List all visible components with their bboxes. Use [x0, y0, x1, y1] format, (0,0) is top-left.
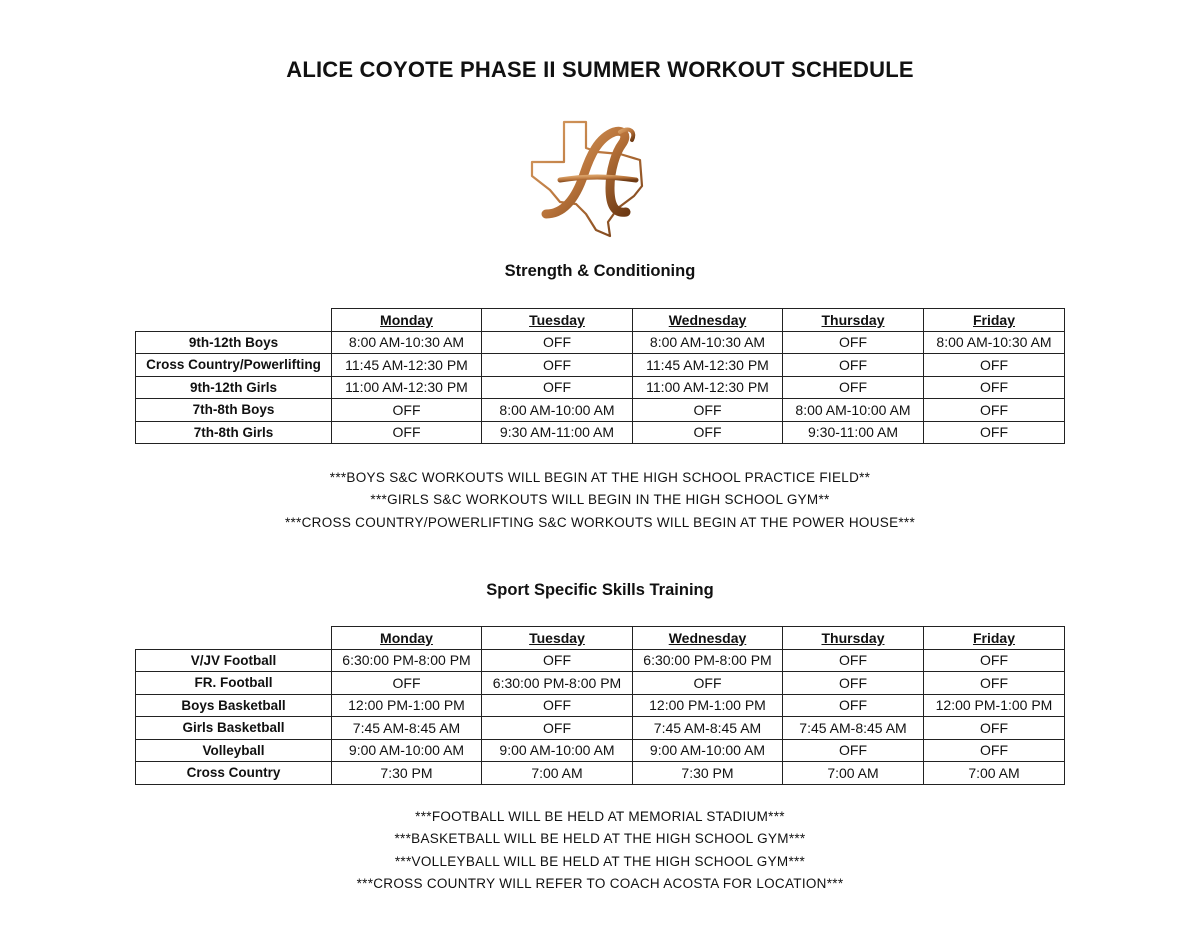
time-cell: OFF — [633, 421, 783, 444]
time-cell: OFF — [924, 354, 1065, 377]
row-label: 7th-8th Girls — [136, 421, 332, 444]
table-row — [136, 739, 1065, 762]
time-cell: 9:30 AM-11:00 AM — [482, 421, 633, 444]
table-row — [136, 762, 1065, 785]
strength-notes — [0, 467, 1200, 534]
time-cell: 9:00 AM-10:00 AM — [482, 739, 633, 762]
time-cell: 7:30 PM — [633, 762, 783, 785]
strength-table — [135, 308, 1065, 444]
row-label: 9th-12th Girls — [136, 376, 332, 399]
table-row — [136, 331, 1065, 354]
location-note: ***VOLLEYBALL WILL BE HELD AT THE HIGH SCHOOL GYM*** — [394, 853, 806, 869]
alice-a-texas-logo-icon — [524, 110, 660, 248]
row-label: 9th-12th Boys — [136, 331, 332, 354]
time-cell: 8:00 AM-10:30 AM — [633, 331, 783, 354]
time-cell: 8:00 AM-10:30 AM — [924, 331, 1065, 354]
time-cell: 9:00 AM-10:00 AM — [332, 739, 482, 762]
time-cell: 7:00 AM — [482, 762, 633, 785]
table-row — [136, 399, 1065, 422]
row-label: 7th-8th Boys — [136, 399, 332, 422]
table-row — [136, 672, 1065, 695]
row-label: Boys Basketball — [136, 694, 332, 717]
strength-heading: Strength & Conditioning — [504, 262, 696, 280]
time-cell: OFF — [783, 354, 924, 377]
table-row — [136, 694, 1065, 717]
time-cell: OFF — [482, 376, 633, 399]
time-cell: 6:30:00 PM-8:00 PM — [332, 649, 482, 672]
table-header-row — [136, 309, 1065, 332]
time-cell: 11:00 AM-12:30 PM — [332, 376, 482, 399]
location-note: ***GIRLS S&C WORKOUTS WILL BEGIN IN THE HIGH SCHOOL GYM** — [370, 492, 830, 508]
row-label: Volleyball — [136, 739, 332, 762]
time-cell: 7:45 AM-8:45 AM — [332, 717, 482, 740]
time-cell: 6:30:00 PM-8:00 PM — [633, 649, 783, 672]
row-label: FR. Football — [136, 672, 332, 695]
table-row — [136, 649, 1065, 672]
time-cell: OFF — [783, 331, 924, 354]
skills-notes — [0, 806, 1200, 895]
row-label: Cross Country — [136, 762, 332, 785]
time-cell: 11:45 AM-12:30 PM — [633, 354, 783, 377]
time-cell: 8:00 AM-10:00 AM — [482, 399, 633, 422]
time-cell: OFF — [924, 421, 1065, 444]
time-cell: 7:00 AM — [783, 762, 924, 785]
time-cell: 12:00 PM-1:00 PM — [332, 694, 482, 717]
time-cell: 7:00 AM — [924, 762, 1065, 785]
time-cell: OFF — [332, 672, 482, 695]
time-cell: 12:00 PM-1:00 PM — [924, 694, 1065, 717]
time-cell: OFF — [633, 672, 783, 695]
table-row — [136, 421, 1065, 444]
day-header: Wednesday — [633, 627, 783, 650]
time-cell: 8:00 AM-10:00 AM — [783, 399, 924, 422]
location-note: ***FOOTBALL WILL BE HELD AT MEMORIAL STADIUM*** — [415, 809, 785, 824]
time-cell: OFF — [332, 399, 482, 422]
time-cell: OFF — [924, 672, 1065, 695]
day-header: Tuesday — [482, 309, 633, 332]
time-cell: OFF — [332, 421, 482, 444]
time-cell: OFF — [924, 399, 1065, 422]
table-row — [136, 354, 1065, 377]
time-cell: OFF — [783, 739, 924, 762]
location-note: ***BASKETBALL WILL BE HELD AT THE HIGH SCHOOL GYM*** — [394, 831, 806, 847]
time-cell: 12:00 PM-1:00 PM — [633, 694, 783, 717]
time-cell: OFF — [783, 672, 924, 695]
time-cell: 6:30:00 PM-8:00 PM — [482, 672, 633, 695]
time-cell: 11:45 AM-12:30 PM — [332, 354, 482, 377]
day-header: Thursday — [783, 309, 924, 332]
time-cell: OFF — [783, 649, 924, 672]
time-cell: OFF — [633, 399, 783, 422]
day-header: Friday — [924, 309, 1065, 332]
location-note: ***CROSS COUNTRY WILL REFER TO COACH ACOSTA FOR LOCATION*** — [356, 875, 844, 891]
table-header-row — [136, 627, 1065, 650]
skills-heading: Sport Specific Skills Training — [486, 581, 714, 599]
time-cell: OFF — [924, 739, 1065, 762]
time-cell: OFF — [482, 354, 633, 377]
page-title: ALICE COYOTE PHASE II SUMMER WORKOUT SCHEDULE — [286, 57, 914, 82]
time-cell: 7:45 AM-8:45 AM — [783, 717, 924, 740]
time-cell: 9:30-11:00 AM — [783, 421, 924, 444]
day-header: Wednesday — [633, 309, 783, 332]
day-header: Monday — [332, 309, 482, 332]
time-cell: OFF — [482, 717, 633, 740]
table-row — [136, 717, 1065, 740]
day-header: Friday — [924, 627, 1065, 650]
time-cell: OFF — [482, 649, 633, 672]
time-cell: 9:00 AM-10:00 AM — [633, 739, 783, 762]
table-row — [136, 376, 1065, 399]
row-label: Girls Basketball — [136, 717, 332, 740]
time-cell: 7:30 PM — [332, 762, 482, 785]
time-cell: 8:00 AM-10:30 AM — [332, 331, 482, 354]
time-cell: OFF — [482, 694, 633, 717]
day-header: Monday — [332, 627, 482, 650]
day-header: Thursday — [783, 627, 924, 650]
time-cell: OFF — [783, 694, 924, 717]
time-cell: OFF — [783, 376, 924, 399]
time-cell: OFF — [924, 649, 1065, 672]
time-cell: OFF — [924, 376, 1065, 399]
skills-table — [135, 626, 1065, 785]
row-label: V/JV Football — [136, 649, 332, 672]
time-cell: OFF — [924, 717, 1065, 740]
time-cell: 7:45 AM-8:45 AM — [633, 717, 783, 740]
day-header: Tuesday — [482, 627, 633, 650]
row-label: Cross Country/Powerlifting — [136, 354, 332, 377]
location-note: ***BOYS S&C WORKOUTS WILL BEGIN AT THE HIGH SCHOOL PRACTICE FIELD** — [329, 470, 871, 485]
location-note: ***CROSS COUNTRY/POWERLIFTING S&C WORKOUTS WILL BEGIN AT THE POWER HOUSE*** — [284, 514, 916, 530]
time-cell: 11:00 AM-12:30 PM — [633, 376, 783, 399]
time-cell: OFF — [482, 331, 633, 354]
